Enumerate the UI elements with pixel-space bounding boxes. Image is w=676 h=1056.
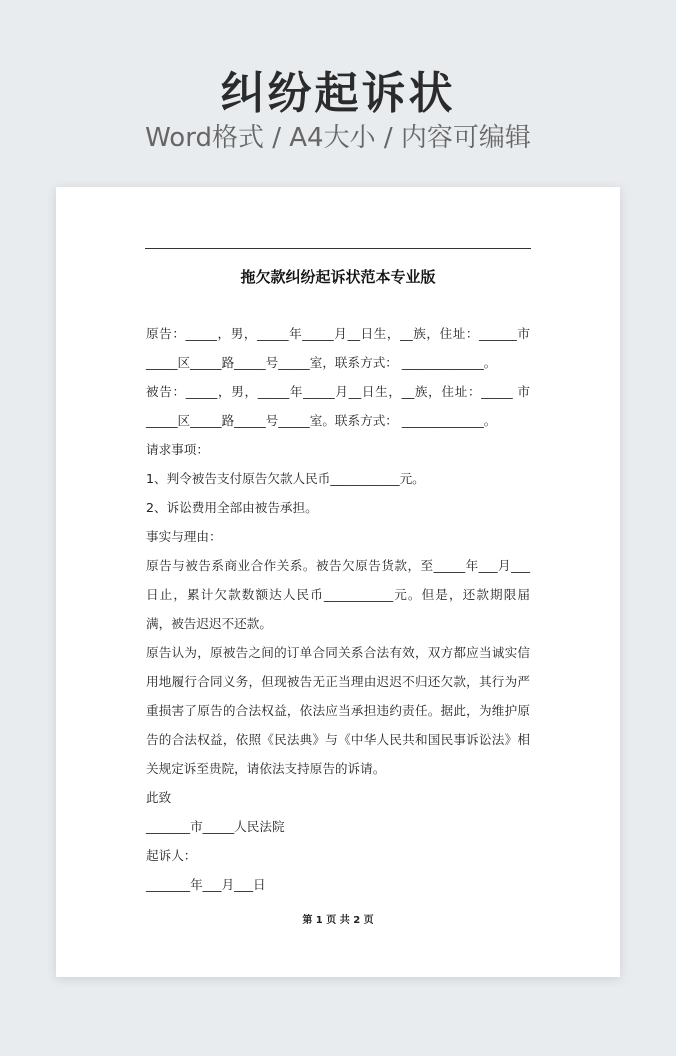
court-line: _______市_____人民法院 <box>146 819 285 834</box>
banner-subtitle: Word格式 / A4大小 / 内容可编辑 <box>145 123 531 153</box>
document-body <box>146 319 530 899</box>
facts-paragraph-1: 原告与被告系商业合作关系。被告欠原告货款，至_____年___月___日止，累计欠款数额达人民币___________元。但是，还款期限届满，被告迟迟不还款。 <box>146 558 530 631</box>
page-footer: 第 1 页 共 2 页 <box>302 915 374 926</box>
banner-title: 纠纷起诉状 <box>220 68 456 119</box>
plaintiff-signature-label: 起诉人： <box>146 848 197 863</box>
document-title: 拖欠款纠纷起诉状范本专业版 <box>240 268 436 286</box>
plaintiff-line: 原告：_____，男，_____年_____月__日生，__族，住址：______市_____区_____路_____号_____室，联系方式： _____________。 <box>146 326 530 370</box>
facts-paragraph-2: 原告认为，原被告之间的订单合同关系合法有效，双方都应当诚实信用地履行合同义务，但现被告无正当理由迟迟不归还欠款，其行为严重损害了原告的合法权益，依法应当承担违约责任。据此，为维护原告的合法权益，依照《民法典》与《中华人民共和国民事诉讼法》相关规定诉至贵院，请依法支持原告的诉请。 <box>146 645 530 776</box>
date-line: _______年___月___日 <box>146 877 266 892</box>
claims-heading: 请求事项： <box>146 442 209 457</box>
document-page <box>56 187 620 977</box>
salutation: 此致 <box>146 790 172 805</box>
defendant-line: 被告：_____，男，_____年_____月__日生，__族，住址：_____ 市_____区_____路_____号_____室。联系方式： _____________。 <box>146 384 530 428</box>
header-rule <box>145 248 531 249</box>
claim-item-1: 1、判令被告支付原告欠款人民币___________元。 <box>146 471 425 486</box>
claim-item-2: 2、诉讼费用全部由被告承担。 <box>146 500 318 515</box>
facts-heading: 事实与理由： <box>146 529 222 544</box>
